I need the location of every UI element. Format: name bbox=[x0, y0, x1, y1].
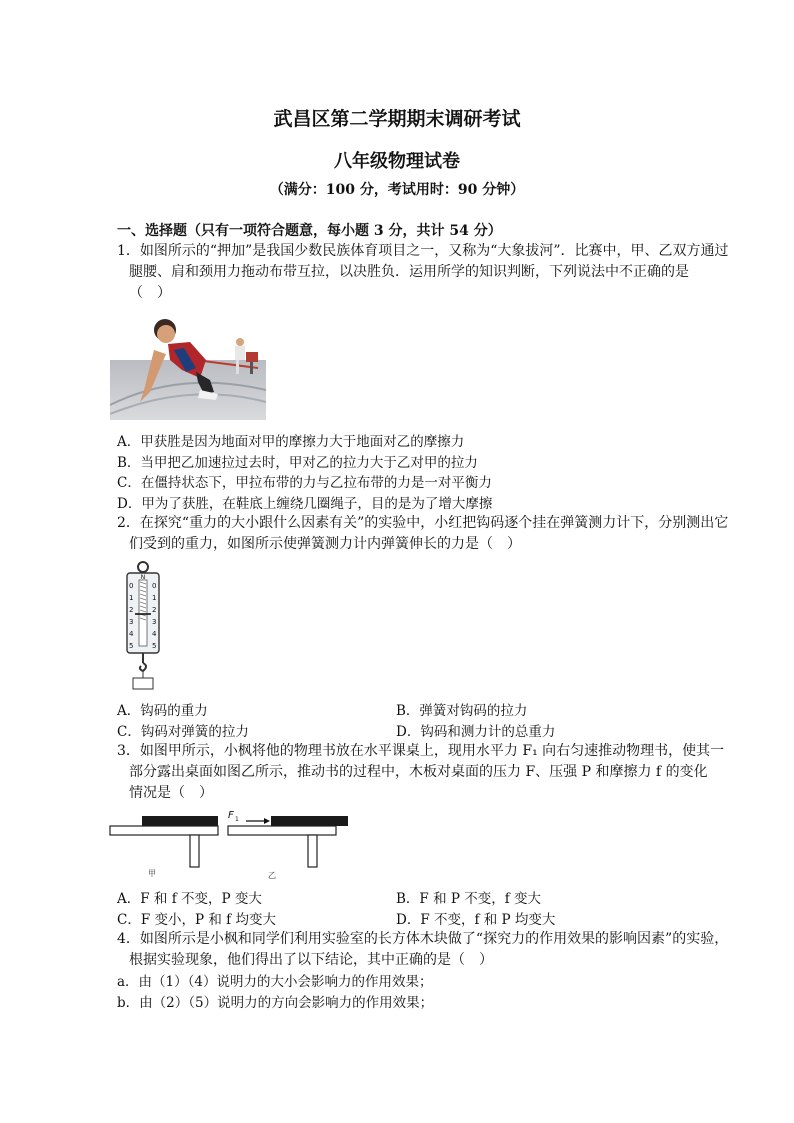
scale-tick-left-5: 5 bbox=[129, 642, 134, 650]
force-f1-subscript: 1 bbox=[235, 816, 239, 823]
q2-option-b: B．弹簧对钩码的拉力 bbox=[396, 703, 528, 719]
q4-item-a: a．由（1）（4）说明力的大小会影响力的作用效果； bbox=[117, 974, 433, 990]
spring-scale-figure bbox=[118, 560, 168, 692]
force-f1-label: F bbox=[228, 810, 234, 821]
scale-tick-left-4: 4 bbox=[129, 630, 134, 638]
scale-tick-right-2: 2 bbox=[152, 606, 157, 614]
section-heading: 一、选择题（只有一项符合题意，每小题 3 分，共计 54 分） bbox=[117, 223, 502, 239]
scale-tick-left-2: 2 bbox=[129, 606, 134, 614]
q3-line-2: 部分露出桌面如图乙所示，推动书的过程中，木板对桌面的压力 F、压强 P 和摩擦力 f 的变化 bbox=[129, 764, 708, 780]
q2-option-c: C．钩码对弹簧的拉力 bbox=[117, 724, 249, 740]
exam-title: 武昌区第二学期期末调研考试 bbox=[273, 108, 521, 130]
scale-tick-left-0: 0 bbox=[129, 582, 134, 590]
figure-caption-yi: 乙 bbox=[268, 871, 276, 880]
figure-caption-jia: 甲 bbox=[148, 869, 156, 878]
q3-option-d: D．F 不变，f 和 P 均变大 bbox=[396, 912, 556, 928]
q3-line-1: 3．如图甲所示，小枫将他的物理书放在水平课桌上，现用水平力 F₁ 向右匀速推动物理书，使其一 bbox=[117, 743, 725, 759]
q2-line-2: 们受到的重力，如图所示使弹簧测力计内弹簧伸长的力是（ ） bbox=[129, 536, 521, 552]
q3-option-a: A．F 和 f 不变，P 变大 bbox=[117, 891, 262, 907]
q2-line-1: 2．在探究“重力的大小跟什么因素有关”的实验中，小红把钩码逐个挂在弹簧测力计下，分别测出它 bbox=[117, 515, 729, 531]
scale-tick-right-3: 3 bbox=[152, 618, 157, 626]
q3-line-3: 情况是（ ） bbox=[129, 785, 213, 801]
scale-tick-right-1: 1 bbox=[152, 594, 157, 602]
q1-line-1: 1．如图所示的“押加”是我国少数民族体育项目之一，又称为“大象拔河”．比赛中，甲、乙双方通过 bbox=[117, 243, 729, 259]
q3-option-c: C．F 变小，P 和 f 均变大 bbox=[117, 912, 276, 928]
q4-item-b: b．由（2）（5）说明力的方向会影响力的作用效果； bbox=[117, 995, 434, 1011]
q1-line-2: 腿腰、肩和颈用力拖动布带互拉，以决胜负．运用所学的知识判断，下列说法中不正确的是 bbox=[129, 264, 689, 280]
q1-option-b: B．当甲把乙加速拉过去时，甲对乙的拉力大于乙对甲的拉力 bbox=[117, 455, 478, 471]
q1-option-c: C．在僵持状态下，甲拉布带的力与乙拉布带的力是一对平衡力 bbox=[117, 475, 492, 491]
scale-tick-right-4: 4 bbox=[152, 630, 157, 638]
scale-tick-right-5: 5 bbox=[152, 642, 157, 650]
q1-line-3: （ ） bbox=[129, 285, 171, 301]
scale-unit-label: N bbox=[140, 574, 146, 581]
q1-option-a: A．甲获胜是因为地面对甲的摩擦力大于地面对乙的摩擦力 bbox=[117, 434, 465, 450]
exam-subtitle: 八年级物理试卷 bbox=[334, 151, 460, 172]
scale-tick-left-1: 1 bbox=[129, 594, 134, 602]
exam-info: （满分：100 分，考试用时：90 分钟） bbox=[269, 182, 525, 198]
q2-option-a: A．钩码的重力 bbox=[117, 703, 208, 719]
q1-option-d: D．甲为了获胜，在鞋底上缠绕几圈绳子，目的是为了增大摩擦 bbox=[117, 496, 493, 512]
tug-of-war-photo bbox=[110, 310, 266, 420]
q2-option-d: D．钩码和测力计的总重力 bbox=[396, 724, 556, 740]
q4-line-1: 4．如图所示是小枫和同学们利用实验室的长方体木块做了“探究力的作用效果的影响因素”的实验， bbox=[117, 931, 729, 947]
book-on-desk-figure bbox=[108, 808, 356, 880]
q4-line-2: 根据实验现象，他们得出了以下结论，其中正确的是（ ） bbox=[129, 952, 493, 968]
q3-option-b: B．F 和 P 不变，f 变大 bbox=[396, 891, 542, 907]
scale-tick-right-0: 0 bbox=[152, 582, 157, 590]
scale-tick-left-3: 3 bbox=[129, 618, 134, 626]
